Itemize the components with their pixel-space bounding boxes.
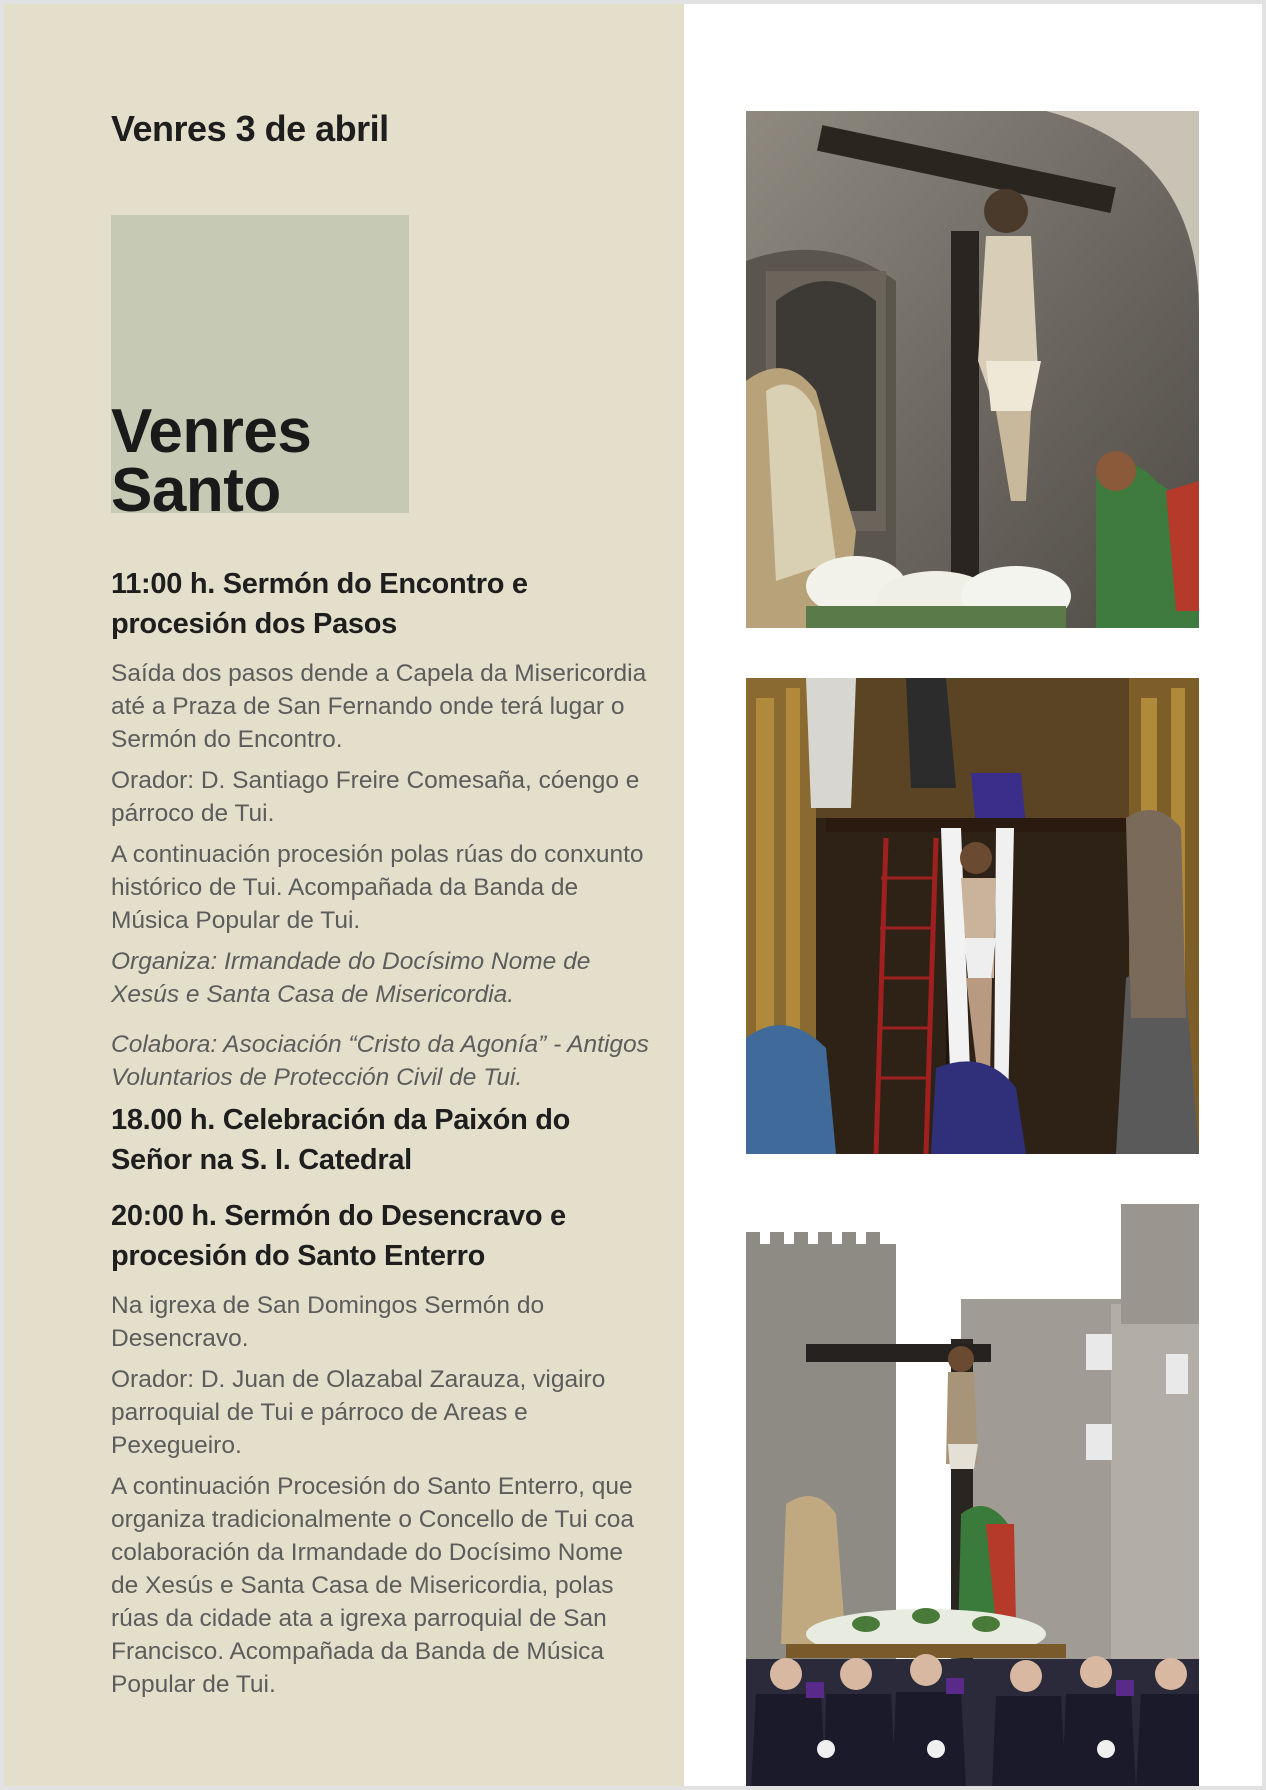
- crucifix-altar-photo: [746, 111, 1199, 628]
- event-description: A continuación Procesión do Santo Enterro, que organiza tradicionalmente o Concello de Tui coa colaboración da Irmandade do Docísimo Nome de Xesús e Santa Casa de Misericordia, polas rúas da cidade ata a igrexa parroquial de San Francisco. Acompañada da Banda de Música Popular de Tui.: [111, 1473, 634, 1698]
- event-description: Saída dos pasos dende a Capela da Misericordia até a Praza de San Fernando onde terá lugar o Sermón do Encontro.: [111, 660, 647, 753]
- event-organizer-note: Organiza: Irmandade do Docísimo Nome de Xesús e Santa Casa de Misericordia.: [111, 948, 591, 1008]
- event-heading: 18.00 h. Celebración da Paixón do Señor na S. I. Catedral: [111, 1104, 571, 1176]
- event-schedule: [111, 564, 651, 1701]
- event-description: A continuación procesión polas rúas do conxunto histórico de Tui. Acompañada da Banda de Música Popular de Tui.: [111, 841, 644, 934]
- event-speaker: Orador: D. Santiago Freire Comesaña, cóengo e párroco de Tui.: [111, 767, 640, 827]
- event-description: Na igrexa de San Domingos Sermón do Desencravo.: [111, 1292, 545, 1352]
- event-heading: 20:00 h. Sermón do Desencravo e procesión do Santo Enterro: [111, 1200, 566, 1272]
- page-title-line-1: Venres: [111, 397, 312, 466]
- event-speaker: Orador: D. Juan de Olazabal Zarauza, vigairo parroquial de Tui e párroco de Areas e Pexegueiro.: [111, 1366, 606, 1459]
- event-heading: 11:00 h. Sermón do Encontro e procesión dos Pasos: [111, 568, 528, 640]
- date-heading: Venres 3 de abril: [111, 108, 389, 149]
- descent-from-cross-photo: [746, 678, 1199, 1154]
- page-title-line-2: Santo: [111, 456, 281, 525]
- event-collaborator-note: Colabora: Asociación “Cristo da Agonía” - Antigos Voluntarios de Protección Civil de Tui.: [111, 1031, 649, 1091]
- street-procession-photo: [746, 1204, 1199, 1788]
- page-title: [111, 397, 511, 525]
